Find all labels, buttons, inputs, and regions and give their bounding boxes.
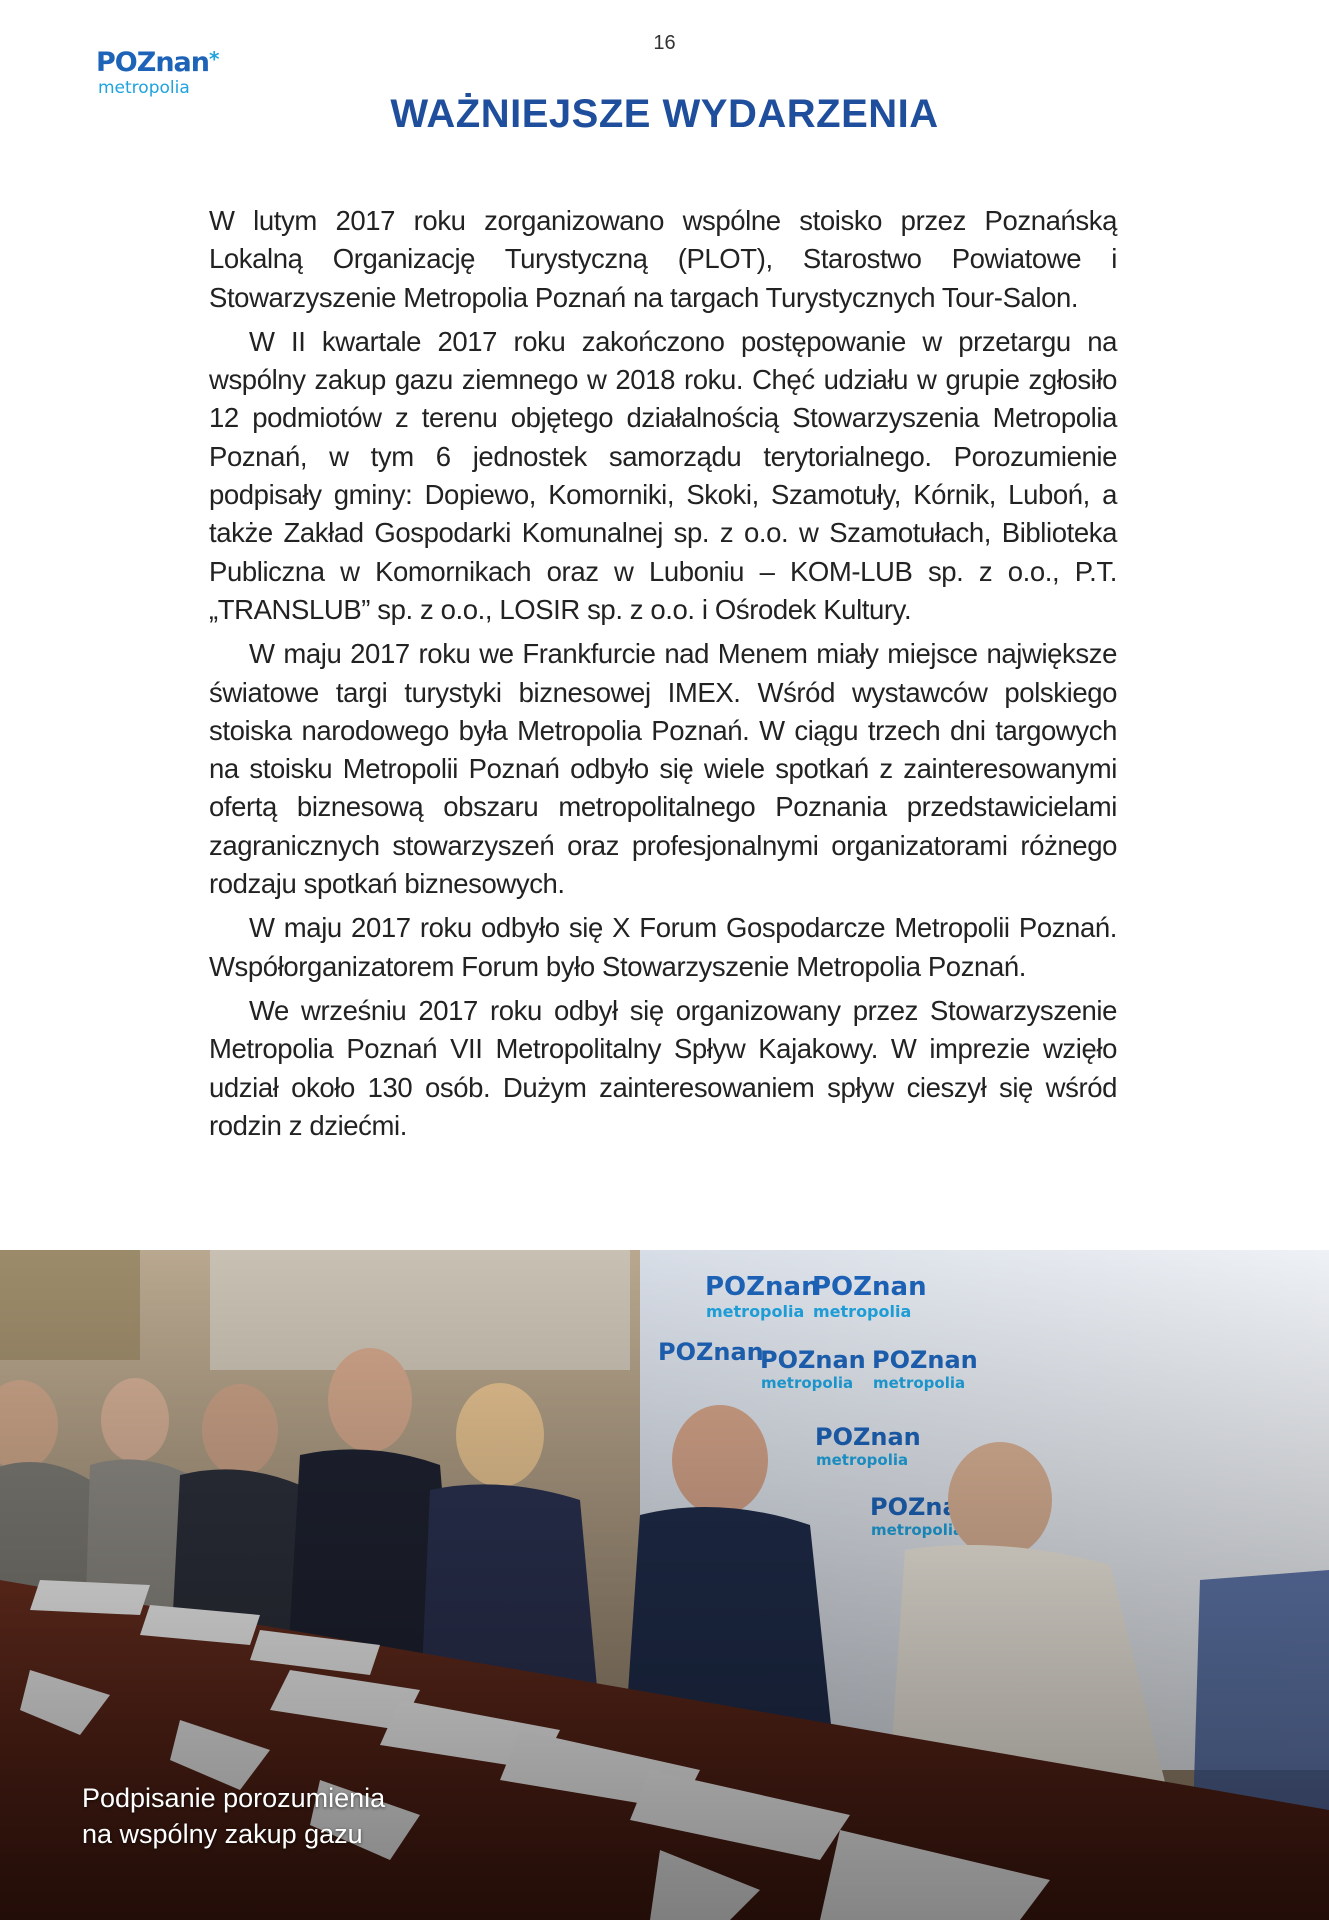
- article-body: [209, 202, 1117, 1151]
- photo-caption: [82, 1780, 502, 1852]
- paragraph: W maju 2017 roku we Frankfurcie nad Menem miały miejsce największe światowe targi turystyki biznesowej IMEX. Wśród wystawców polskiego stoiska narodowego była Metropolia Poznań. W ciągu trzech dni targowych na stoisku Metropolii Poznań odbyło się wiele spotkań z zainteresowanymi ofertą biznesową obszaru metropolitalnego Poznania przedstawicielami zagranicznych stowarzyszeń oraz profesjonalnymi organizatorami różnego rodzaju spotkań biznesowych.: [209, 638, 1117, 900]
- paragraph: W lutym 2017 roku zorganizowano wspólne stoisko przez Poznańską Lokalną Organizację Turystyczną (PLOT), Starostwo Powiatowe i Stowarzyszenie Metropolia Poznań na targach Turystycznych Tour-Salon.: [209, 205, 1117, 313]
- paragraph: We wrześniu 2017 roku odbył się organizowany przez Stowarzyszenie Metropolia Poznań VII Metropolitalny Spływ Kajakowy. W imprezie wzięło udział około 130 osób. Dużym zainteresowaniem spływ cieszył się wśród rodzin z dziećmi.: [209, 994, 1117, 1141]
- caption-line: Podpisanie porozumienia: [82, 1783, 386, 1813]
- paragraph: W maju 2017 roku odbyło się X Forum Gospodarcze Metropolii Poznań. Współorganizatorem Forum było Stowarzyszenie Metropolia Poznań.: [209, 912, 1117, 982]
- caption-line: na wspólny zakup gazu: [82, 1819, 363, 1849]
- logo-star-icon: *: [208, 47, 219, 71]
- logo-wordmark: POZnan: [96, 47, 209, 78]
- logo-subtitle: metropolia: [98, 78, 190, 98]
- page-title: WAŻNIEJSZE WYDARZENIA: [390, 92, 939, 136]
- page-number: 16: [653, 32, 676, 54]
- paragraph: W II kwartale 2017 roku zakończono postępowanie w przetargu na wspólny zakup gazu ziemnego w 2018 roku. Chęć udziału w grupie zgłosiło 12 podmiotów z terenu objętego działalnością Stowarzyszenia Metropolia Poznań, w tym 6 jednostek samorządu terytorialnego. Porozumienie podpisały gminy: Dopiewo, Komorniki, Skoki, Szamotuły, Kórnik, Luboń, a także Zakład Gospodarki Komunalnej sp. z o.o. w Szamotułach, Biblioteka Publiczna w Komornikach oraz w Luboniu – KOM-LUB sp. z o.o., P.T. „TRANSLUB” sp. z o.o., LOSIR sp. z o.o. i Ośrodek Kultury.: [209, 325, 1117, 625]
